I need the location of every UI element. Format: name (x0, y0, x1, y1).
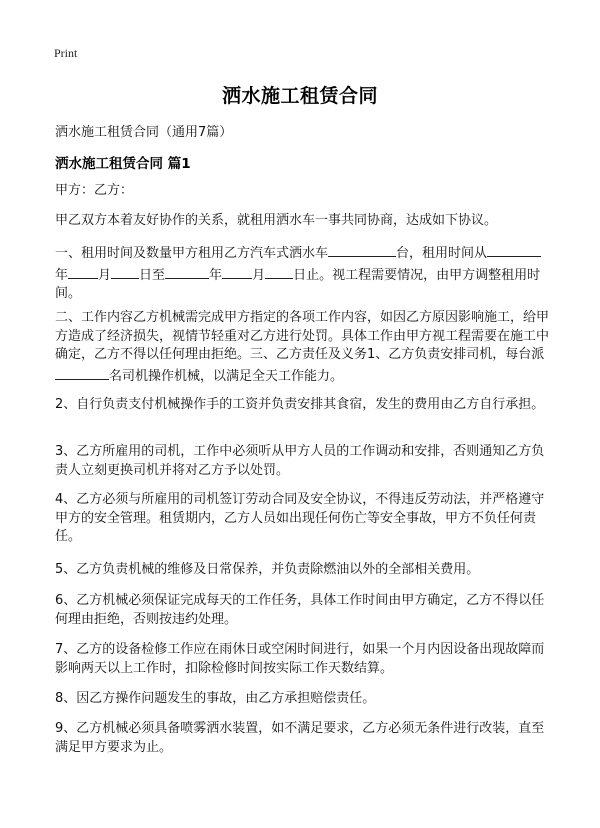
blank-quantity (328, 242, 396, 257)
blank-drivers-per-unit (55, 365, 109, 380)
clause-2-text-a: 二、工作内容乙方机械需完成甲方指定的各项工作内容，如因乙方原因影响施工，给甲方造成了经济损失，视情节轻重对乙方进行处罚。具体工作由甲方视工程需要在施工中确定，乙方不得以任何理由拒绝。三、乙方责任及义务1、乙方负责安排司机，每台派 (55, 310, 550, 362)
clause-2-paragraph (55, 309, 549, 386)
clause-1-text-d: 月 (98, 267, 112, 283)
clause-1-text-a: 一、租用时间及数量甲方租用乙方汽车式洒水车 (55, 246, 329, 261)
clause-10-paragraph: 9、乙方机械必须具备喷雾洒水装置，如不满足要求，乙方必须无条件进行改装，直至满足甲方要求为止。 (55, 721, 545, 755)
intro-paragraph: 甲乙双方本着友好协作的关系，就租用洒水车一事共同协商，达成如下协议。 (55, 213, 498, 228)
clause-6-paragraph: 5、乙方负责机械的维修及日常保养，并负责除燃油以外的全部相关费用。 (55, 562, 480, 577)
clause-2-text-b: 名司机操作机械，以满足全天工作能力。 (109, 368, 344, 384)
clause-4-paragraph: 3、乙方所雇用的司机，工作中必须听从甲方人员的工作调动和安排，否则通知乙方负责人立刻更换司机并将对乙方予以处罚。 (55, 444, 545, 478)
clause-3-paragraph: 2、自行负责支付机械操作手的工资并负责安排其食宿，发生的费用由乙方自行承担。 (55, 397, 545, 412)
page-title: 洒水施工租赁合同 (221, 85, 378, 107)
clause-1-text-c: 年 (55, 267, 69, 283)
parties-line: 甲方：乙方： (55, 183, 134, 198)
blank-start-day (111, 264, 139, 279)
blank-end-month (222, 264, 252, 279)
clause-1-text-e: 日至 (139, 267, 166, 283)
blank-end-year (165, 264, 209, 279)
clause-5-paragraph: 4、乙方必须与所雇用的司机签订劳动合同及安全协议，不得违反劳动法，并严格遵守甲方的安全管理。租赁期内，乙方人员如出现任何伤亡等安全事故，甲方不负任何责任。 (55, 492, 545, 544)
blank-start-year (487, 242, 541, 257)
section-heading: 洒水施工租赁合同 篇1 (55, 156, 191, 172)
clause-7-paragraph: 6、乙方机械必须保证完成每天的工作任务，具体工作时间由甲方确定，乙方不得以任何理由拒绝，否则按违约处理。 (55, 593, 545, 627)
clause-1-paragraph (55, 242, 549, 304)
clause-9-paragraph: 8、因乙方操作问题发生的事故，由乙方承担赔偿责任。 (55, 691, 376, 706)
blank-end-day (265, 264, 293, 279)
print-link[interactable]: Print (54, 46, 78, 60)
document-subtitle: 洒水施工租赁合同（通用7篇） (55, 125, 233, 140)
clause-1-text-h: 日止。视工程需要情况，由甲方调整租用时间。 (55, 267, 541, 301)
blank-start-month (68, 264, 98, 279)
clause-1-text-f: 年 (209, 267, 223, 283)
clause-1-text-b: 台，租用时间从 (396, 246, 488, 261)
clause-1-text-g: 月 (252, 267, 266, 283)
clause-8-paragraph: 7、乙方的设备检修工作应在雨休日或空闲时间进行，如果一个月内因设备出现故障而影响两天以上工作时，扣除检修时间按实际工作天数结算。 (55, 642, 545, 676)
